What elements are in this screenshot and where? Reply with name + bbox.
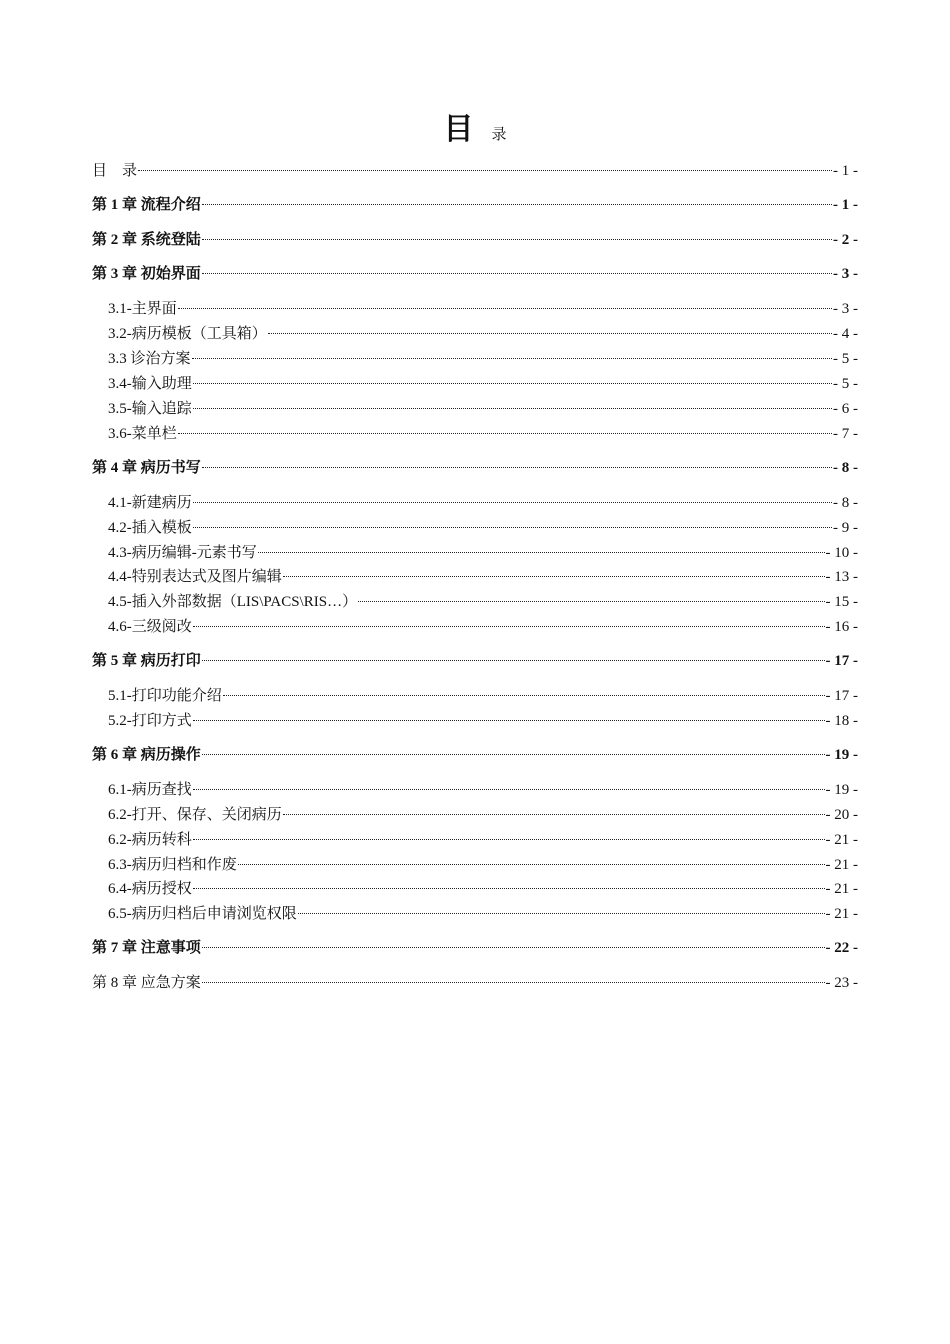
toc-dot-leader: [238, 864, 825, 865]
toc-section-entry[interactable]: [108, 299, 858, 319]
toc-entry-title: 目 录: [92, 163, 138, 179]
toc-dot-leader: [193, 626, 825, 627]
toc-section-entry[interactable]: [108, 324, 858, 344]
toc-entry-title: 3.1-主界面: [108, 301, 177, 317]
toc-section-entry[interactable]: [108, 805, 858, 825]
toc-section-entry[interactable]: [108, 711, 858, 731]
toc-entry-title: 6.3-病历归档和作废: [108, 857, 237, 873]
toc-dot-leader: [138, 170, 832, 171]
toc-dot-leader: [193, 502, 832, 503]
toc-section-entry[interactable]: [108, 780, 858, 800]
toc-entry-title: 第 1 章 流程介绍: [92, 197, 201, 213]
toc-section-entry[interactable]: [108, 424, 858, 444]
toc-page-number: - 18 -: [825, 713, 858, 729]
toc-dot-leader: [283, 814, 825, 815]
toc-page-number: - 13 -: [825, 569, 858, 585]
toc-dot-leader: [223, 695, 825, 696]
toc-page-number: - 10 -: [825, 545, 858, 561]
toc-entry-title: 4.5-插入外部数据（LIS\PACS\RIS…）: [108, 594, 358, 610]
toc-entry-title: 6.5-病历归档后申请浏览权限: [108, 906, 297, 922]
toc-page-number: - 5 -: [833, 351, 858, 367]
toc-section-entry[interactable]: [108, 855, 858, 875]
toc-section-entry[interactable]: [108, 349, 858, 369]
toc-section-entry[interactable]: [108, 879, 858, 899]
toc-entry-title: 第 6 章 病历操作: [92, 747, 201, 763]
toc-entry-title: 第 2 章 系统登陆: [92, 232, 201, 248]
toc-dot-leader: [202, 754, 825, 755]
toc-dot-leader: [298, 913, 825, 914]
toc-section-entry[interactable]: [108, 830, 858, 850]
toc-title-sub: 录: [491, 127, 507, 143]
toc-dot-leader: [193, 789, 825, 790]
toc-dot-leader: [178, 308, 832, 309]
toc-entry-title: 6.1-病历查找: [108, 782, 192, 798]
toc-dot-leader: [202, 239, 832, 240]
toc-entry-title: 第 7 章 注意事项: [92, 940, 201, 956]
toc-dot-leader: [202, 273, 832, 274]
toc-dot-leader: [202, 467, 832, 468]
toc-chapter-entry[interactable]: [92, 195, 858, 215]
toc-page-number: - 1 -: [833, 163, 858, 179]
toc-chapter-entry[interactable]: [92, 938, 858, 958]
toc-dot-leader: [202, 947, 825, 948]
toc-chapter-entry[interactable]: [92, 973, 858, 993]
toc-chapter-entry[interactable]: [92, 458, 858, 478]
toc-dot-leader: [193, 527, 832, 528]
toc-page-number: - 9 -: [833, 520, 858, 536]
toc-dot-leader: [268, 333, 832, 334]
toc-page-number: - 21 -: [825, 832, 858, 848]
toc-entry-title: 4.2-插入模板: [108, 520, 192, 536]
toc-entry-title: 3.5-输入追踪: [108, 401, 192, 417]
toc-entry-title: 3.3 诊治方案: [108, 351, 191, 367]
toc-entry-title: 4.1-新建病历: [108, 495, 192, 511]
toc-section-entry[interactable]: [108, 617, 858, 637]
toc-dot-leader: [202, 204, 832, 205]
toc-page-number: - 6 -: [833, 401, 858, 417]
toc-entry-title: 第 5 章 病历打印: [92, 653, 201, 669]
toc-page-number: - 16 -: [825, 619, 858, 635]
toc-section-entry[interactable]: [108, 904, 858, 924]
toc-entry-title: 4.3-病历编辑-元素书写: [108, 545, 257, 561]
toc-dot-leader: [193, 720, 825, 721]
toc-chapter-entry[interactable]: [92, 745, 858, 765]
toc-page-number: - 20 -: [825, 807, 858, 823]
toc-page-number: - 19 -: [825, 747, 858, 763]
toc-chapter-entry[interactable]: [92, 161, 858, 181]
toc-entry-title: 第 3 章 初始界面: [92, 266, 201, 282]
toc-page-number: - 8 -: [833, 460, 858, 476]
toc-page-number: - 2 -: [833, 232, 858, 248]
toc-section-entry[interactable]: [108, 592, 858, 612]
toc-section-entry[interactable]: [108, 518, 858, 538]
toc-entry-title: 3.2-病历模板（工具箱）: [108, 326, 267, 342]
toc-dot-leader: [202, 660, 825, 661]
toc-dot-leader: [193, 888, 825, 889]
toc-title-main: 目: [443, 113, 474, 146]
toc-page-number: - 7 -: [833, 426, 858, 442]
toc-dot-leader: [193, 408, 832, 409]
toc-page-number: - 8 -: [833, 495, 858, 511]
toc-page-number: - 21 -: [825, 857, 858, 873]
toc-section-entry[interactable]: [108, 567, 858, 587]
toc-entry-title: 4.4-特别表达式及图片编辑: [108, 569, 282, 585]
toc-entry-title: 第 4 章 病历书写: [92, 460, 201, 476]
toc-page-number: - 23 -: [825, 975, 858, 991]
toc-page-number: - 21 -: [825, 881, 858, 897]
toc-entry-title: 6.4-病历授权: [108, 881, 192, 897]
toc-entry-title: 6.2-打开、保存、关闭病历: [108, 807, 282, 823]
toc-dot-leader: [193, 839, 825, 840]
toc-chapter-entry[interactable]: [92, 651, 858, 671]
toc-dot-leader: [358, 601, 824, 602]
toc-entry-title: 3.6-菜单栏: [108, 426, 177, 442]
toc-chapter-entry[interactable]: [92, 264, 858, 284]
toc-entry-title: 6.2-病历转科: [108, 832, 192, 848]
toc-dot-leader: [178, 433, 832, 434]
toc-page-number: - 21 -: [825, 906, 858, 922]
toc-chapter-entry[interactable]: [92, 230, 858, 250]
toc-dot-leader: [202, 982, 825, 983]
toc-page-number: - 19 -: [825, 782, 858, 798]
toc-page-number: - 4 -: [833, 326, 858, 342]
toc-section-entry[interactable]: [108, 399, 858, 419]
toc-page-number: - 15 -: [825, 594, 858, 610]
toc-dot-leader: [283, 576, 825, 577]
toc-page-number: - 17 -: [825, 688, 858, 704]
toc-entry-title: 4.6-三级阅改: [108, 619, 192, 635]
toc-page-number: - 5 -: [833, 376, 858, 392]
toc-page-number: - 3 -: [833, 266, 858, 282]
toc-page-number: - 22 -: [825, 940, 858, 956]
toc-section-entry[interactable]: [108, 493, 858, 513]
toc-entry-title: 3.4-输入助理: [108, 376, 192, 392]
toc-entry-title: 5.1-打印功能介绍: [108, 688, 222, 704]
toc-section-entry[interactable]: [108, 543, 858, 563]
toc-entry-title: 第 8 章 应急方案: [92, 975, 201, 991]
toc-page-number: - 3 -: [833, 301, 858, 317]
toc-section-entry[interactable]: [108, 686, 858, 706]
toc-entry-title: 5.2-打印方式: [108, 713, 192, 729]
toc-page-number: - 1 -: [833, 197, 858, 213]
toc-dot-leader: [192, 358, 832, 359]
toc-section-entry[interactable]: [108, 374, 858, 394]
toc-dot-leader: [258, 552, 825, 553]
toc-page-number: - 17 -: [825, 653, 858, 669]
toc-dot-leader: [193, 383, 832, 384]
